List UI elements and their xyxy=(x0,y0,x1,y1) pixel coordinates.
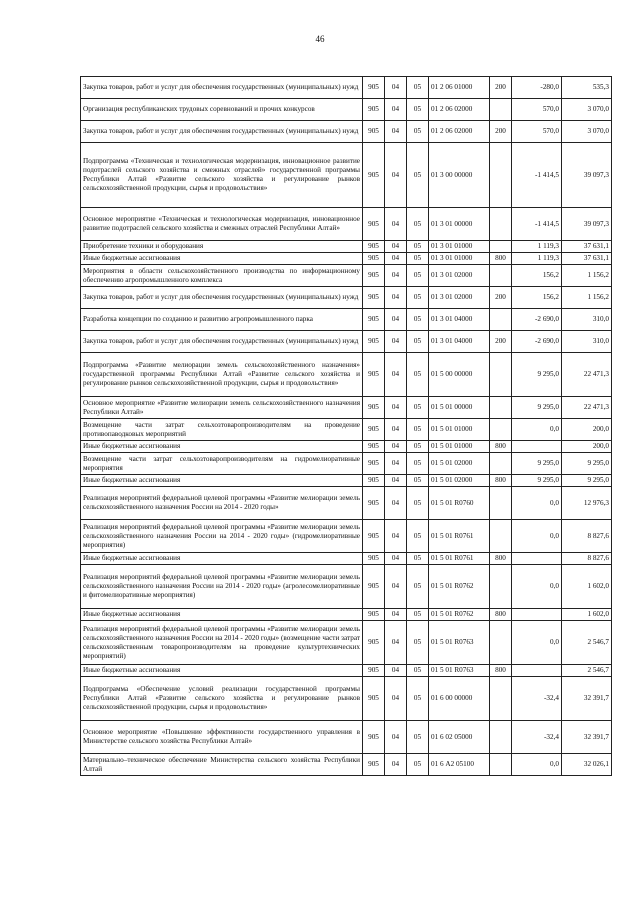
row-name-cell: Возмещение части затрат сельхозтоваропроизводителям на гидромелиоративные мероприятия xyxy=(81,453,363,475)
change-amount-cell: -1 414,5 xyxy=(512,143,562,208)
subsection-cell: 05 xyxy=(407,520,429,553)
change-amount-cell: -280,0 xyxy=(512,77,562,99)
table-row xyxy=(81,441,612,453)
change-amount-cell: 0,0 xyxy=(512,621,562,665)
ministry-code-cell: 905 xyxy=(363,754,385,776)
row-name-cell: Основное мероприятие «Техническая и технологическая модернизация, инновационное развитие подотраслей сельского хозяйства и смежных отраслей Республики Алтай» xyxy=(81,208,363,241)
subsection-cell: 05 xyxy=(407,475,429,487)
ministry-code-cell: 905 xyxy=(363,309,385,331)
total-amount-cell: 1 602,0 xyxy=(562,565,612,609)
table-row xyxy=(81,143,612,208)
ministry-code-cell: 905 xyxy=(363,253,385,265)
table-row xyxy=(81,419,612,441)
total-amount-cell: 2 546,7 xyxy=(562,665,612,677)
row-name-cell: Закупка товаров, работ и услуг для обеспечения государственных (муниципальных) нужд xyxy=(81,331,363,353)
subsection-cell: 05 xyxy=(407,397,429,419)
target-article-cell: 01 3 01 02000 xyxy=(429,287,490,309)
change-amount-cell: -32,4 xyxy=(512,677,562,721)
table-row xyxy=(81,520,612,553)
change-amount-cell: 0,0 xyxy=(512,419,562,441)
section-cell: 04 xyxy=(385,487,407,520)
ministry-code-cell: 905 xyxy=(363,677,385,721)
change-amount-cell: -1 414,5 xyxy=(512,208,562,241)
table-row xyxy=(81,253,612,265)
budget-table xyxy=(80,76,612,776)
row-name-cell: Закупка товаров, работ и услуг для обеспечения государственных (муниципальных) нужд xyxy=(81,77,363,99)
ministry-code-cell: 905 xyxy=(363,143,385,208)
ministry-code-cell: 905 xyxy=(363,721,385,754)
row-name-cell: Основное мероприятие «Развитие мелиорации земель сельскохозяйственного назначения Республики Алтай» xyxy=(81,397,363,419)
change-amount-cell: 0,0 xyxy=(512,754,562,776)
expense-type-cell xyxy=(490,353,512,397)
total-amount-cell: 1 602,0 xyxy=(562,609,612,621)
total-amount-cell: 12 976,3 xyxy=(562,487,612,520)
section-cell: 04 xyxy=(385,754,407,776)
table-row xyxy=(81,665,612,677)
table-row xyxy=(81,77,612,99)
row-name-cell: Иные бюджетные ассигнования xyxy=(81,553,363,565)
table-row xyxy=(81,121,612,143)
row-name-cell: Организация республиканских трудовых соревнований и прочих конкурсов xyxy=(81,99,363,121)
row-name-cell: Мероприятия в области сельскохозяйственного производства по информационному обеспечению агропромышленного комплекса xyxy=(81,265,363,287)
expense-type-cell xyxy=(490,754,512,776)
subsection-cell: 05 xyxy=(407,665,429,677)
subsection-cell: 05 xyxy=(407,208,429,241)
table-row xyxy=(81,754,612,776)
expense-type-cell xyxy=(490,143,512,208)
ministry-code-cell: 905 xyxy=(363,441,385,453)
ministry-code-cell: 905 xyxy=(363,331,385,353)
expense-type-cell: 200 xyxy=(490,77,512,99)
section-cell: 04 xyxy=(385,265,407,287)
subsection-cell: 05 xyxy=(407,77,429,99)
row-name-cell: Реализация мероприятий федеральной целевой программы «Развитие мелиорации земель сельскохозяйственного назначения России на 2014 - 2020 годы» (агролесомелиоративные и фитомелиоративные мероприятия) xyxy=(81,565,363,609)
section-cell: 04 xyxy=(385,441,407,453)
total-amount-cell: 2 546,7 xyxy=(562,621,612,665)
expense-type-cell xyxy=(490,520,512,553)
target-article-cell: 01 3 01 00000 xyxy=(429,208,490,241)
change-amount-cell xyxy=(512,441,562,453)
section-cell: 04 xyxy=(385,621,407,665)
target-article-cell: 01 5 01 02000 xyxy=(429,475,490,487)
expense-type-cell xyxy=(490,265,512,287)
section-cell: 04 xyxy=(385,565,407,609)
subsection-cell: 05 xyxy=(407,553,429,565)
expense-type-cell: 800 xyxy=(490,441,512,453)
table-row xyxy=(81,677,612,721)
total-amount-cell: 22 471,3 xyxy=(562,397,612,419)
expense-type-cell xyxy=(490,419,512,441)
total-amount-cell: 8 827,6 xyxy=(562,553,612,565)
section-cell: 04 xyxy=(385,253,407,265)
table-row xyxy=(81,475,612,487)
change-amount-cell: 570,0 xyxy=(512,121,562,143)
subsection-cell: 05 xyxy=(407,331,429,353)
expense-type-cell: 800 xyxy=(490,475,512,487)
target-article-cell: 01 5 01 R0762 xyxy=(429,565,490,609)
target-article-cell: 01 3 01 01000 xyxy=(429,241,490,253)
section-cell: 04 xyxy=(385,453,407,475)
row-name-cell: Иные бюджетные ассигнования xyxy=(81,441,363,453)
subsection-cell: 05 xyxy=(407,241,429,253)
ministry-code-cell: 905 xyxy=(363,241,385,253)
subsection-cell: 05 xyxy=(407,621,429,665)
row-name-cell: Иные бюджетные ассигнования xyxy=(81,475,363,487)
ministry-code-cell: 905 xyxy=(363,565,385,609)
section-cell: 04 xyxy=(385,99,407,121)
total-amount-cell: 32 026,1 xyxy=(562,754,612,776)
row-name-cell: Иные бюджетные ассигнования xyxy=(81,665,363,677)
total-amount-cell: 37 631,1 xyxy=(562,253,612,265)
change-amount-cell: -2 690,0 xyxy=(512,309,562,331)
expense-type-cell: 200 xyxy=(490,121,512,143)
ministry-code-cell: 905 xyxy=(363,287,385,309)
change-amount-cell: 9 295,0 xyxy=(512,397,562,419)
table-row xyxy=(81,621,612,665)
ministry-code-cell: 905 xyxy=(363,208,385,241)
ministry-code-cell: 905 xyxy=(363,553,385,565)
section-cell: 04 xyxy=(385,609,407,621)
total-amount-cell: 310,0 xyxy=(562,309,612,331)
expense-type-cell: 200 xyxy=(490,331,512,353)
target-article-cell: 01 2 06 01000 xyxy=(429,77,490,99)
target-article-cell: 01 3 01 04000 xyxy=(429,331,490,353)
total-amount-cell: 32 391,7 xyxy=(562,721,612,754)
ministry-code-cell: 905 xyxy=(363,419,385,441)
section-cell: 04 xyxy=(385,208,407,241)
table-row xyxy=(81,287,612,309)
expense-type-cell xyxy=(490,208,512,241)
target-article-cell: 01 3 01 04000 xyxy=(429,309,490,331)
ministry-code-cell: 905 xyxy=(363,77,385,99)
table-body xyxy=(81,77,612,776)
section-cell: 04 xyxy=(385,397,407,419)
expense-type-cell: 800 xyxy=(490,253,512,265)
section-cell: 04 xyxy=(385,143,407,208)
row-name-cell: Основное мероприятие «Повышение эффективности государственного управления в Министерстве сельского хозяйства Республики Алтай» xyxy=(81,721,363,754)
row-name-cell: Возмещение части затрат сельхозтоваропроизводителям на проведение противопаводковых мероприятий xyxy=(81,419,363,441)
ministry-code-cell: 905 xyxy=(363,99,385,121)
subsection-cell: 05 xyxy=(407,677,429,721)
ministry-code-cell: 905 xyxy=(363,487,385,520)
change-amount-cell: 0,0 xyxy=(512,520,562,553)
row-name-cell: Закупка товаров, работ и услуг для обеспечения государственных (муниципальных) нужд xyxy=(81,121,363,143)
target-article-cell: 01 6 00 00000 xyxy=(429,677,490,721)
subsection-cell: 05 xyxy=(407,253,429,265)
table-row xyxy=(81,565,612,609)
target-article-cell: 01 6 02 05000 xyxy=(429,721,490,754)
ministry-code-cell: 905 xyxy=(363,353,385,397)
change-amount-cell: 156,2 xyxy=(512,265,562,287)
subsection-cell: 05 xyxy=(407,609,429,621)
expense-type-cell xyxy=(490,241,512,253)
subsection-cell: 05 xyxy=(407,565,429,609)
table-row xyxy=(81,553,612,565)
change-amount-cell xyxy=(512,553,562,565)
ministry-code-cell: 905 xyxy=(363,265,385,287)
total-amount-cell: 1 156,2 xyxy=(562,287,612,309)
subsection-cell: 05 xyxy=(407,487,429,520)
subsection-cell: 05 xyxy=(407,353,429,397)
table-row xyxy=(81,721,612,754)
subsection-cell: 05 xyxy=(407,143,429,208)
section-cell: 04 xyxy=(385,665,407,677)
change-amount-cell: 1 119,3 xyxy=(512,253,562,265)
total-amount-cell: 200,0 xyxy=(562,419,612,441)
target-article-cell: 01 5 01 01000 xyxy=(429,419,490,441)
row-name-cell: Подпрограмма «Развитие мелиорации земель сельскохозяйственного назначения» государственной программы Республики Алтай «Развитие сельского хозяйства и регулирование рынков сельскохозяйственной продукции, сырья и продовольствия» xyxy=(81,353,363,397)
target-article-cell: 01 5 01 R0763 xyxy=(429,665,490,677)
change-amount-cell: 570,0 xyxy=(512,99,562,121)
change-amount-cell: 9 295,0 xyxy=(512,453,562,475)
total-amount-cell: 37 631,1 xyxy=(562,241,612,253)
table-row xyxy=(81,453,612,475)
ministry-code-cell: 905 xyxy=(363,665,385,677)
table-row xyxy=(81,353,612,397)
total-amount-cell: 39 097,3 xyxy=(562,143,612,208)
section-cell: 04 xyxy=(385,721,407,754)
table-row xyxy=(81,99,612,121)
total-amount-cell: 535,3 xyxy=(562,77,612,99)
ministry-code-cell: 905 xyxy=(363,520,385,553)
target-article-cell: 01 2 06 02000 xyxy=(429,99,490,121)
change-amount-cell: 0,0 xyxy=(512,565,562,609)
ministry-code-cell: 905 xyxy=(363,621,385,665)
target-article-cell: 01 5 01 R0760 xyxy=(429,487,490,520)
change-amount-cell: 9 295,0 xyxy=(512,353,562,397)
target-article-cell: 01 5 01 R0762 xyxy=(429,609,490,621)
total-amount-cell: 9 295,0 xyxy=(562,475,612,487)
change-amount-cell: -2 690,0 xyxy=(512,331,562,353)
section-cell: 04 xyxy=(385,287,407,309)
change-amount-cell: 156,2 xyxy=(512,287,562,309)
total-amount-cell: 8 827,6 xyxy=(562,520,612,553)
section-cell: 04 xyxy=(385,121,407,143)
subsection-cell: 05 xyxy=(407,121,429,143)
target-article-cell: 01 5 01 00000 xyxy=(429,397,490,419)
change-amount-cell: 0,0 xyxy=(512,487,562,520)
ministry-code-cell: 905 xyxy=(363,609,385,621)
section-cell: 04 xyxy=(385,309,407,331)
expense-type-cell xyxy=(490,487,512,520)
section-cell: 04 xyxy=(385,241,407,253)
expense-type-cell xyxy=(490,397,512,419)
total-amount-cell: 1 156,2 xyxy=(562,265,612,287)
total-amount-cell: 22 471,3 xyxy=(562,353,612,397)
row-name-cell: Реализация мероприятий федеральной целевой программы «Развитие мелиорации земель сельскохозяйственного назначения России на 2014 - 2020 годы» (гидромелиоративные мероприятия) xyxy=(81,520,363,553)
section-cell: 04 xyxy=(385,520,407,553)
target-article-cell: 01 2 06 02000 xyxy=(429,121,490,143)
total-amount-cell: 39 097,3 xyxy=(562,208,612,241)
ministry-code-cell: 905 xyxy=(363,121,385,143)
row-name-cell: Закупка товаров, работ и услуг для обеспечения государственных (муниципальных) нужд xyxy=(81,287,363,309)
change-amount-cell xyxy=(512,665,562,677)
expense-type-cell: 800 xyxy=(490,609,512,621)
subsection-cell: 05 xyxy=(407,265,429,287)
section-cell: 04 xyxy=(385,353,407,397)
table-row xyxy=(81,487,612,520)
expense-type-cell xyxy=(490,677,512,721)
row-name-cell: Материально–техническое обеспечение Министерства сельского хозяйства Республики Алтай xyxy=(81,754,363,776)
section-cell: 04 xyxy=(385,419,407,441)
target-article-cell: 01 6 А2 05100 xyxy=(429,754,490,776)
row-name-cell: Подпрограмма «Техническая и технологическая модернизация, инновационное развитие подотраслей сельского хозяйства и смежных отраслей» государственной программы Республики Алтай «Развитие сельского хозяйства и регулирование рынков сельскохозяйственной продукции, сырья и продовольствия» xyxy=(81,143,363,208)
page-number: 46 xyxy=(315,34,325,44)
subsection-cell: 05 xyxy=(407,309,429,331)
expense-type-cell xyxy=(490,721,512,754)
change-amount-cell: -32,4 xyxy=(512,721,562,754)
table-row xyxy=(81,208,612,241)
change-amount-cell: 1 119,3 xyxy=(512,241,562,253)
row-name-cell: Разработка концепции по созданию и развитию агропромышленного парка xyxy=(81,309,363,331)
row-name-cell: Подпрограмма «Обеспечение условий реализации государственной программы Республики Алтай «Развитие сельского хозяйства и регулирование рынков сельскохозяйственной продукции, сырья и продовольствия» xyxy=(81,677,363,721)
section-cell: 04 xyxy=(385,77,407,99)
table-row xyxy=(81,397,612,419)
row-name-cell: Иные бюджетные ассигнования xyxy=(81,609,363,621)
table-row xyxy=(81,331,612,353)
row-name-cell: Иные бюджетные ассигнования xyxy=(81,253,363,265)
row-name-cell: Приобретение техники и оборудования xyxy=(81,241,363,253)
target-article-cell: 01 3 01 01000 xyxy=(429,253,490,265)
ministry-code-cell: 905 xyxy=(363,397,385,419)
total-amount-cell: 3 070,0 xyxy=(562,99,612,121)
expense-type-cell: 800 xyxy=(490,553,512,565)
total-amount-cell: 3 070,0 xyxy=(562,121,612,143)
total-amount-cell: 310,0 xyxy=(562,331,612,353)
subsection-cell: 05 xyxy=(407,754,429,776)
expense-type-cell xyxy=(490,453,512,475)
subsection-cell: 05 xyxy=(407,99,429,121)
table-row xyxy=(81,241,612,253)
table-row xyxy=(81,609,612,621)
section-cell: 04 xyxy=(385,677,407,721)
expense-type-cell: 800 xyxy=(490,665,512,677)
subsection-cell: 05 xyxy=(407,419,429,441)
expense-type-cell xyxy=(490,99,512,121)
row-name-cell: Реализация мероприятий федеральной целевой программы «Развитие мелиорации земель сельскохозяйственного назначения России на 2014 - 2020 годы» xyxy=(81,487,363,520)
table-row xyxy=(81,309,612,331)
ministry-code-cell: 905 xyxy=(363,453,385,475)
target-article-cell: 01 5 00 00000 xyxy=(429,353,490,397)
subsection-cell: 05 xyxy=(407,287,429,309)
total-amount-cell: 200,0 xyxy=(562,441,612,453)
total-amount-cell: 9 295,0 xyxy=(562,453,612,475)
target-article-cell: 01 5 01 R0763 xyxy=(429,621,490,665)
section-cell: 04 xyxy=(385,553,407,565)
section-cell: 04 xyxy=(385,331,407,353)
table-row xyxy=(81,265,612,287)
target-article-cell: 01 3 00 00000 xyxy=(429,143,490,208)
target-article-cell: 01 5 01 R0761 xyxy=(429,520,490,553)
target-article-cell: 01 3 01 02000 xyxy=(429,265,490,287)
expense-type-cell xyxy=(490,565,512,609)
target-article-cell: 01 5 01 R0761 xyxy=(429,553,490,565)
target-article-cell: 01 5 01 02000 xyxy=(429,453,490,475)
change-amount-cell xyxy=(512,609,562,621)
ministry-code-cell: 905 xyxy=(363,475,385,487)
subsection-cell: 05 xyxy=(407,441,429,453)
change-amount-cell: 9 295,0 xyxy=(512,475,562,487)
expense-type-cell xyxy=(490,621,512,665)
expense-type-cell: 200 xyxy=(490,287,512,309)
subsection-cell: 05 xyxy=(407,721,429,754)
row-name-cell: Реализация мероприятий федеральной целевой программы «Развитие мелиорации земель сельскохозяйственного назначения России на 2014 - 2020 годы» (возмещение части затрат сельскохозяйственным товаропроизводителям на проведение культуртехнических мероприятий) xyxy=(81,621,363,665)
subsection-cell: 05 xyxy=(407,453,429,475)
section-cell: 04 xyxy=(385,475,407,487)
expense-type-cell xyxy=(490,309,512,331)
total-amount-cell: 32 391,7 xyxy=(562,677,612,721)
target-article-cell: 01 5 01 01000 xyxy=(429,441,490,453)
